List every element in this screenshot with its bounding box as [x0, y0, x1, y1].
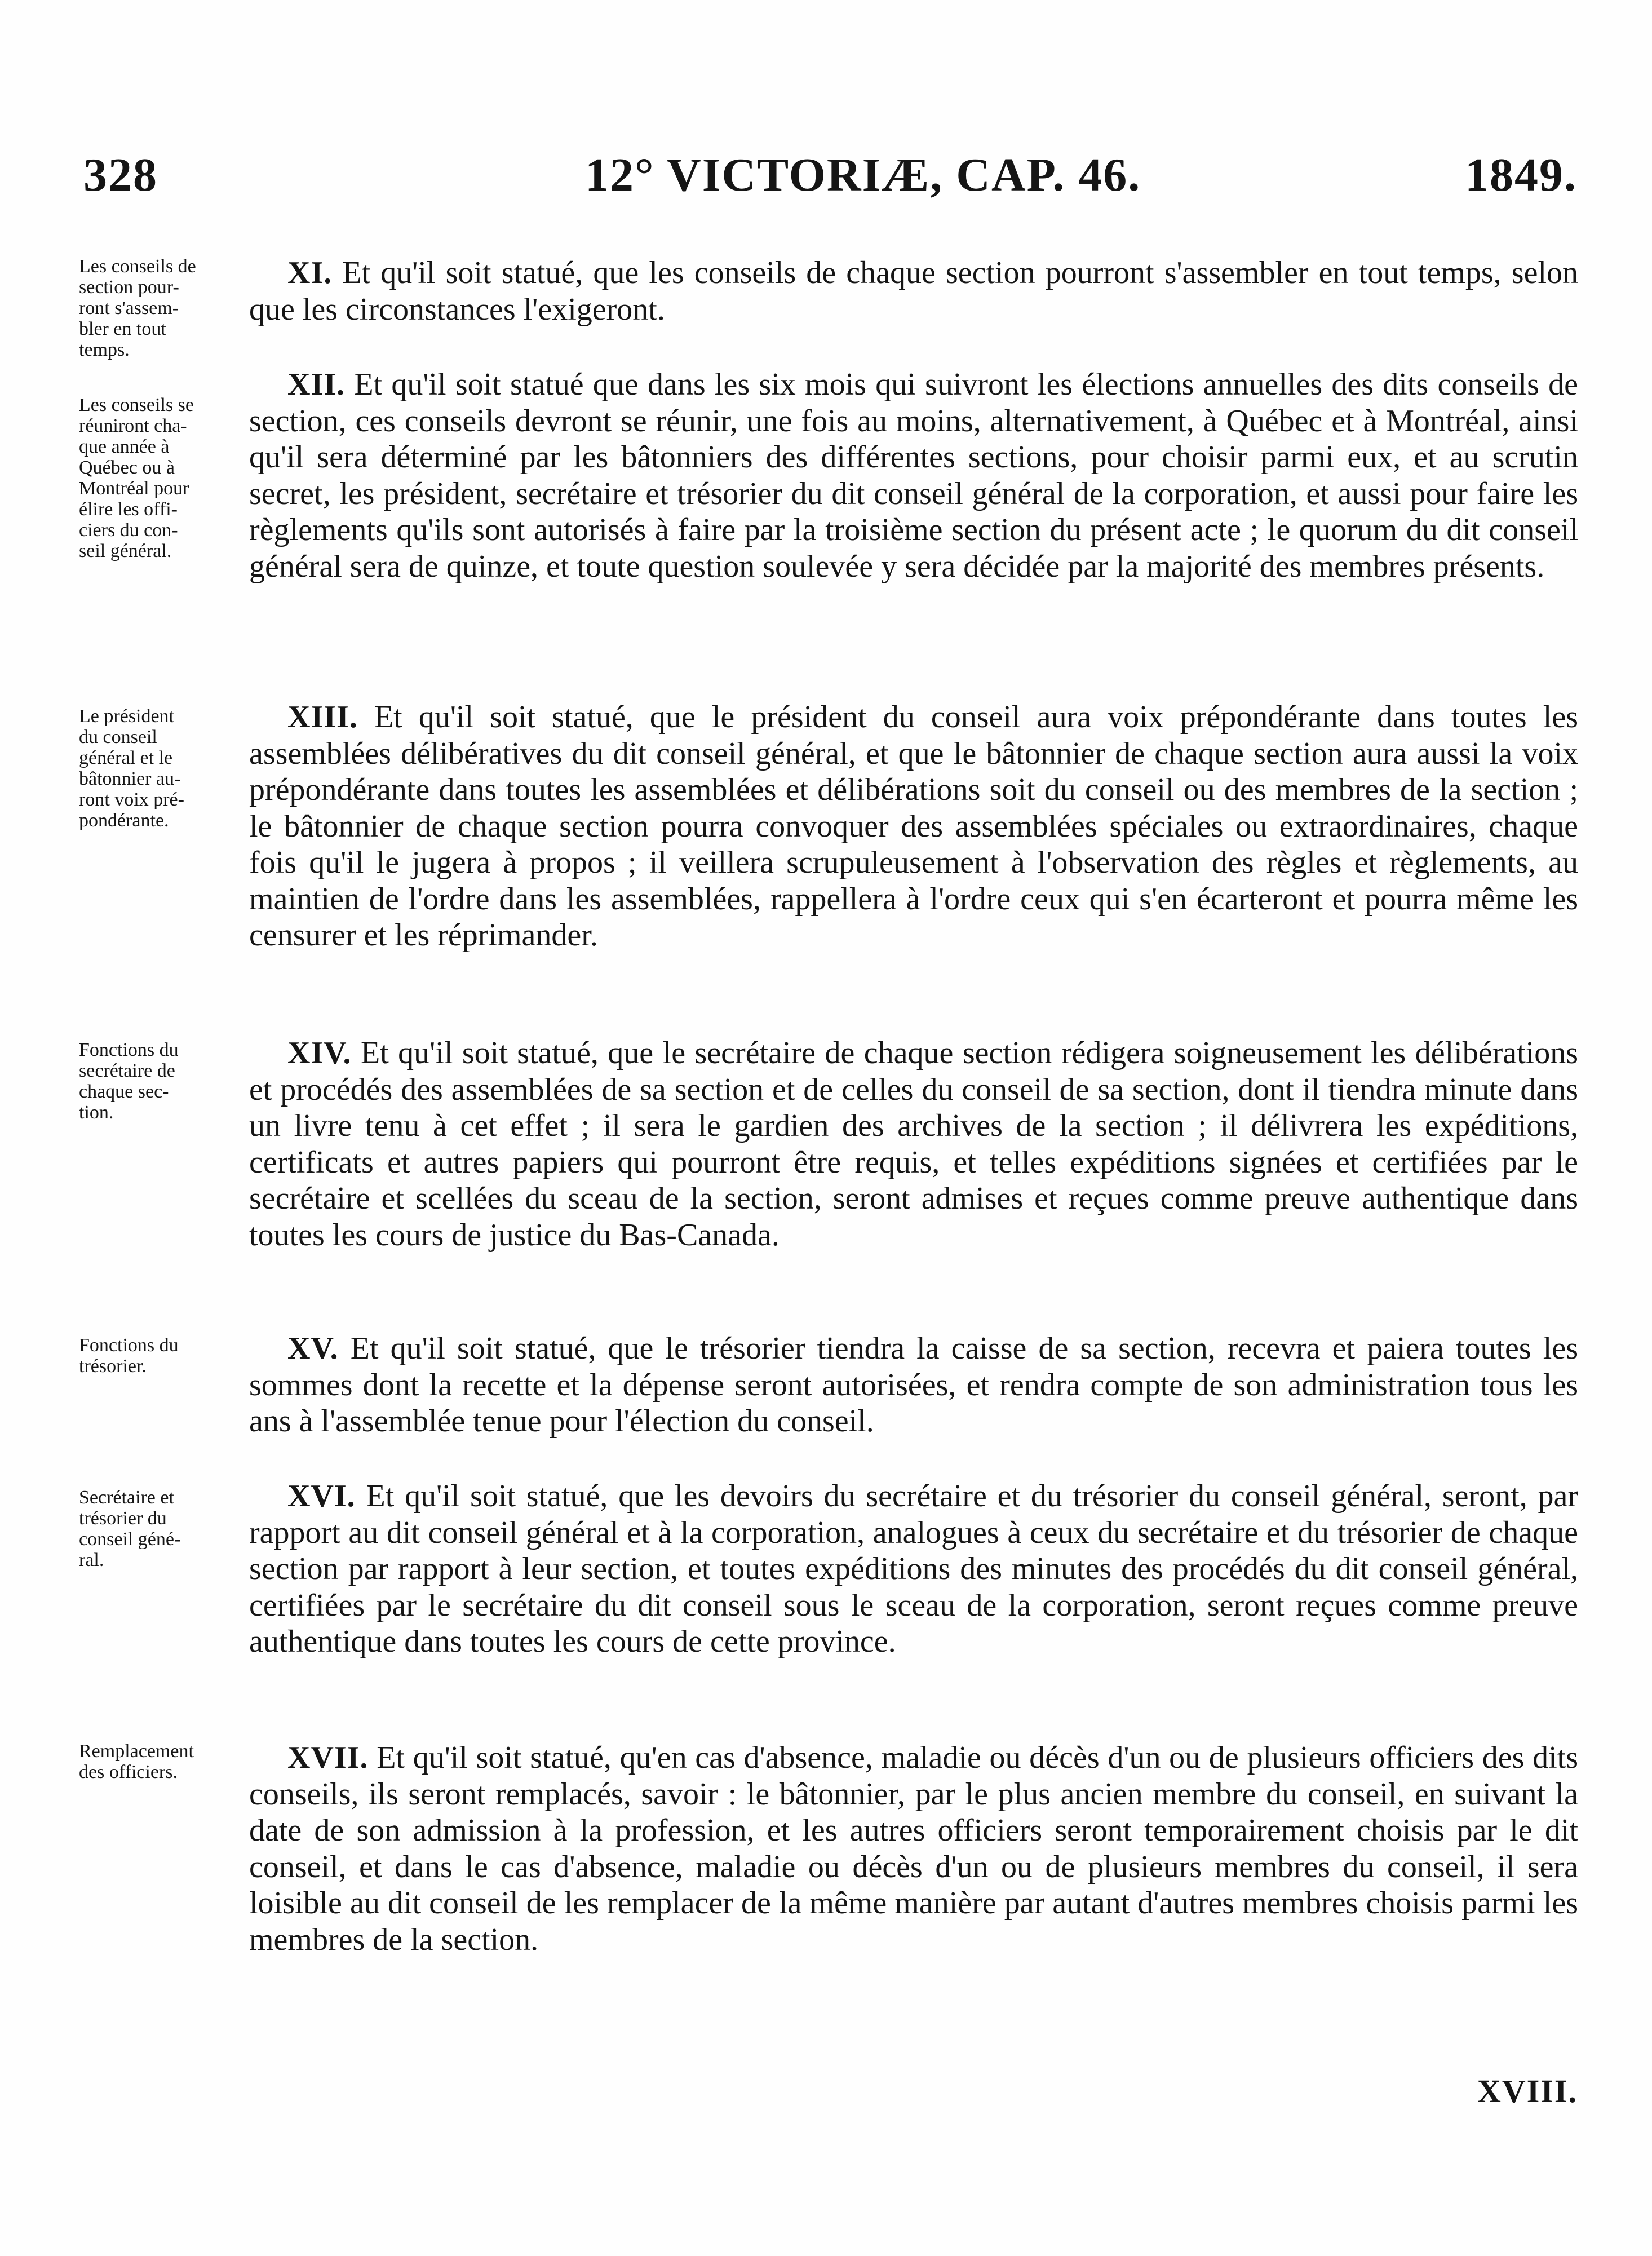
section-text [249, 699, 1578, 954]
section-text [249, 1330, 1578, 1440]
section-body: Et qu'il soit statué, que le président du conseil aura voix prépondérante dans toutes les assemblées délibératives du dit conseil général, et que le bâtonnier de chaque section aura aussi la voix prépondérante dans toutes les assemblées et délibérations soit du conseil ou des membres de la section ; le bâtonnier de chaque section pourra convoquer des assemblées spéciales ou extraordinaires, chaque fois qu'il le jugera à propos ; il veillera scrupuleusement à l'observation des règles et règlements, au maintien de l'ordre dans les assemblées, rappellera à l'ordre ceux qui s'en écarteront et pourra même les censurer et les réprimander. [249, 700, 1579, 953]
section-text [249, 366, 1578, 585]
page-number: 328 [83, 149, 158, 201]
margin-note: Secrétaire et trésorier du conseil géné- ral. [79, 1487, 181, 1571]
page-header [83, 148, 1577, 210]
section-body: Et qu'il soit statué que dans les six mois qui suivront les élections annuelles des dits conseils de section, ces conseils devront se réunir, une fois au moins, alternativement, à Québec et à Montréal, ainsi qu'il sera déterminé par les bâtonniers des différentes sections, pour choisir parmi eux, et au scrutin secret, les président, secrétaire et trésorier du dit conseil général de la corporation, et aussi pour faire les règlements qu'ils sont autorisés à faire par la troisième section du présent acte ; le quorum du dit conseil général sera de quinze, et toute question soulevée y sera décidée par la majorité des membres présents. [249, 367, 1579, 584]
section-text [249, 255, 1578, 328]
section-number: XIII. [287, 700, 358, 735]
section-text [249, 1035, 1578, 1253]
section-text [249, 1740, 1578, 1958]
section-number: XI. [287, 255, 333, 290]
margin-note: Le président du conseil général et le bâtonnier au- ront voix pré- pondérante. [79, 706, 184, 831]
margin-note: Les conseils de section pour- ront s'assem- bler en tout temps. [79, 256, 196, 360]
section-number: XVII. [287, 1740, 369, 1775]
margin-note: Fonctions du trésorier. [79, 1335, 179, 1377]
margin-note: Fonctions du secrétaire de chaque sec- tion. [79, 1039, 179, 1123]
section-body: Et qu'il soit statué, que les conseils de chaque section pourront s'assembler en tout temps, selon que les circonstances l'exigeront. [249, 255, 1579, 327]
margin-note: Les conseils se réuniront cha- que année à Québec ou à Montréal pour élire les offi- ciers du con- seil général. [79, 395, 194, 561]
section-number: XII. [287, 367, 346, 402]
section-text [249, 1478, 1578, 1660]
section-number: XV. [287, 1331, 339, 1366]
section-number: XIV. [287, 1036, 352, 1071]
year: 1849. [1465, 149, 1577, 201]
section-body: Et qu'il soit statué, que le trésorier tiendra la caisse de sa section, recevra et paiera toutes les sommes dont la recette et la dépense seront autorisées, et rendra compte de son administration tous les ans à l'assemblée tenue pour l'élection du conseil. [249, 1331, 1578, 1439]
running-title: 12° VICTORIÆ, CAP. 46. [585, 149, 1141, 201]
catchword: XVIII. [1477, 2073, 1578, 2109]
section-number: XVI. [287, 1479, 356, 1514]
margin-note: Remplacement des officiers. [79, 1741, 194, 1782]
section-body: Et qu'il soit statué, que le secrétaire de chaque section rédigera soigneusement les délibérations et procédés des assemblées de sa section et de celles du conseil de sa section, dont il tiendra minute dans un livre tenu à cet effet ; il sera le gardien des archives de la section ; il délivrera les expéditions, certificats et autres papiers qui pourront être requis, et telles expéditions signées et certifiées par le secrétaire et scellées du sceau de la section, seront admises et reçues comme preuve authentique dans toutes les cours de justice du Bas-Canada. [249, 1036, 1579, 1253]
section-body: Et qu'il soit statué, que les devoirs du secrétaire et du trésorier du conseil général, seront, par rapport au dit conseil général et à la corporation, analogues à ceux du secrétaire et du trésorier de chaque section par rapport à leur section, et toutes expéditions des minutes des procédés du dit conseil général, certifiées par le secrétaire du dit conseil sous le sceau de la corporation, seront reçues comme preuve authentique dans toutes les cours de cette province. [249, 1479, 1579, 1659]
section-body: Et qu'il soit statué, qu'en cas d'absence, maladie ou décès d'un ou de plusieurs officiers des dits conseils, ils seront remplacés, savoir : le bâtonnier, par le plus ancien membre du conseil, en suivant la date de son admission à la profession, et les autres officiers seront temporairement choisis par le dit conseil, et dans le cas d'absence, maladie ou décès d'un ou de plusieurs membres du conseil, il sera loisible au dit conseil de les remplacer de la même manière par autant d'autres membres choisis parmi les membres de la section. [249, 1740, 1579, 1957]
